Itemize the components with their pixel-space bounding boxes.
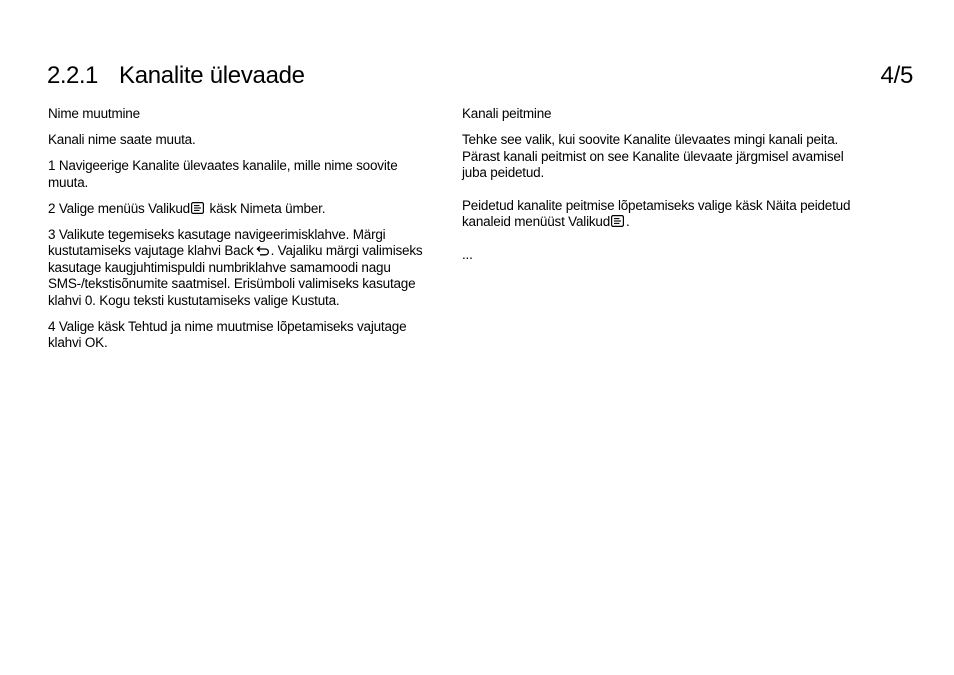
page-title: Kanalite ülevaade bbox=[119, 62, 305, 89]
unhide-description-text: Peidetud kanalite peitmise lõpetamiseks valige käsk Näita peidetud kanaleid menüüst Valikud bbox=[462, 197, 851, 229]
options-menu-icon bbox=[611, 215, 624, 227]
unhide-description-suffix: . bbox=[626, 214, 630, 229]
section-heading-hide: Kanali peitmine bbox=[462, 106, 552, 121]
options-menu-icon bbox=[191, 202, 204, 214]
rename-step-2 bbox=[48, 201, 436, 218]
hide-description: Tehke see valik, kui soovite Kanalite ülevaates mingi kanali peita. Pärast kanali peitmist on see Kanalite ülevaate järgmisel avamisel juba peidetud. bbox=[462, 132, 844, 180]
right-column bbox=[462, 106, 852, 273]
rename-step-1: 1 Navigeerige Kanalite ülevaates kanalile, mille nime soovite muuta. bbox=[48, 158, 398, 190]
back-arrow-icon bbox=[256, 245, 270, 256]
rename-step-3-text: 3 Valikute tegemiseks kasutage navigeerimisklahve. Märgi kustutamiseks vajutage klahvi Back bbox=[48, 226, 386, 258]
rename-step-2-text: 2 Valige menüüs Valikud bbox=[48, 200, 190, 216]
section-number: 2.2.1 bbox=[47, 62, 98, 89]
rename-step-2-suffix: käsk Nimeta ümber. bbox=[206, 200, 326, 216]
section-heading-rename: Nime muutmine bbox=[48, 106, 140, 121]
continuation-ellipsis: ... bbox=[462, 246, 473, 262]
rename-intro: Kanali nime saate muuta. bbox=[48, 132, 196, 147]
rename-step-4: 4 Valige käsk Tehtud ja nime muutmise lõpetamiseks vajutage klahvi OK. bbox=[48, 318, 407, 350]
page-header bbox=[47, 61, 913, 93]
left-column bbox=[48, 106, 436, 361]
rename-step-3 bbox=[48, 227, 436, 310]
unhide-description bbox=[462, 198, 852, 231]
page-indicator: 4/5 bbox=[880, 62, 913, 89]
rename-step-3-suffix: . Vajaliku märgi valimiseks kasutage kaugjuhtimispuldi numbriklahve samamoodi nagu SMS-/tekstisõnumite saatmisel. Erisümboli valimiseks kasutage klahvi 0. Kogu teksti kustutamiseks valige Kustuta. bbox=[48, 243, 423, 308]
